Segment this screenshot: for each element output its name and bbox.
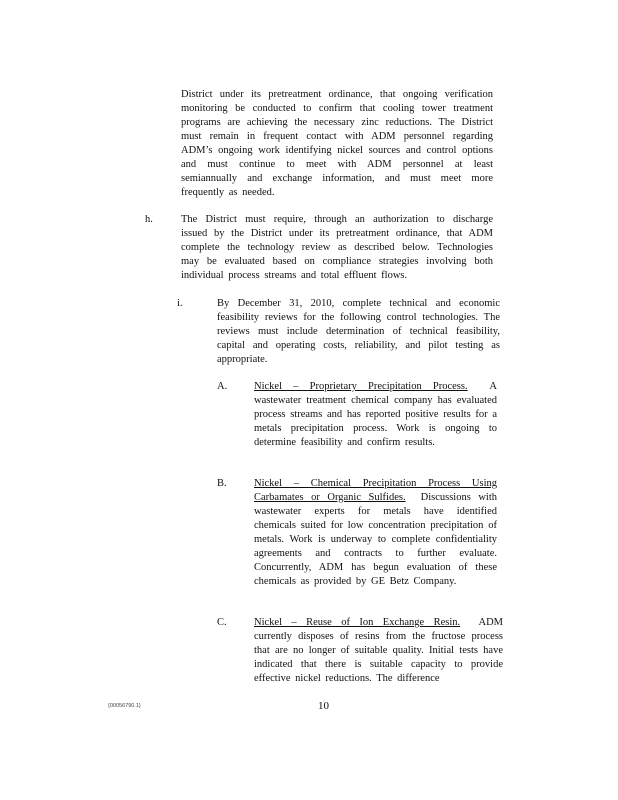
item-c-text: ADM currently disposes of resins from the fructose process that are no longer of suitable quality. Initial tests have indicated that there is suitable capacity to provide effective nickel reductions. The difference	[254, 617, 503, 684]
item-b-text: Discussions with wastewater experts for metals have identified chemicals suited for low concentration precipitation of metals. Work is underway to complete confidentiality agreements and contracts to further evaluate. Concurrently, ADM has begun evaluation of these chemicals as provided by GE Betz Company.	[254, 492, 498, 587]
item-b-paragraph	[254, 477, 497, 589]
item-a-title: Nickel – Proprietary Precipitation Process.	[254, 381, 468, 392]
item-i-label: i.	[177, 298, 183, 309]
intro-paragraph: District under its pretreatment ordinance, that ongoing verification monitoring be conducted to confirm that cooling tower treatment programs are achieving the necessary zinc reductions. The District must remain in frequent contact with ADM personnel regarding ADM’s ongoing work identifying nickel sources and control options and must continue to meet with ADM personnel at least semiannually and exchange information, and must meet more frequently as needed.	[181, 89, 493, 198]
item-b-title: Nickel – Chemical Precipitation Process Using Carbamates or Organic Sulfides.	[254, 478, 497, 503]
item-a-label: A.	[217, 381, 228, 392]
page-number: 10	[318, 700, 329, 712]
item-c-title: Nickel – Reuse of Ion Exchange Resin.	[254, 617, 461, 628]
item-a-paragraph	[254, 380, 497, 450]
item-c-paragraph	[254, 616, 503, 686]
item-c-label: C.	[217, 617, 227, 628]
item-i-text: By December 31, 2010, complete technical and economic feasibility reviews for the following control technologies. The reviews must include determination of technical feasibility, capital and operating costs, reliability, and pilot testing as appropriate.	[217, 298, 500, 365]
item-h-text: The District must require, through an authorization to discharge issued by the District under its pretreatment ordinance, that ADM complete the technology review as described below. Technologies may be evaluated based on compliance strategies involving both individual process streams and total effluent flows.	[181, 214, 493, 281]
item-a-text: A wastewater treatment chemical company has evaluated process streams and has reported positive results for a metals precipitation process. Work is ongoing to determine feasibility and confirm results.	[254, 381, 497, 448]
item-h-label: h.	[145, 214, 153, 225]
document-id: {00056790.1}	[108, 703, 141, 709]
item-b-label: B.	[217, 478, 227, 489]
